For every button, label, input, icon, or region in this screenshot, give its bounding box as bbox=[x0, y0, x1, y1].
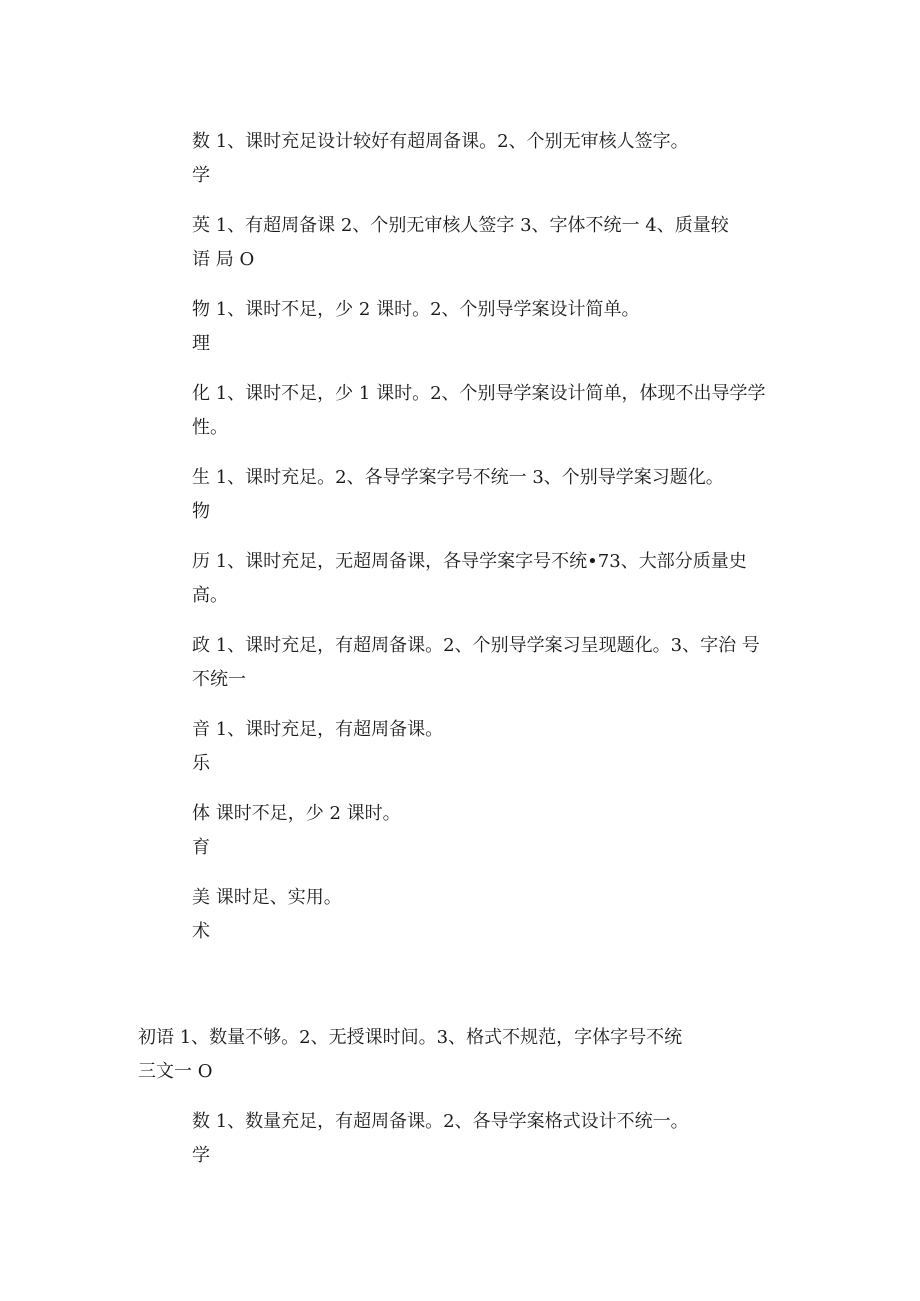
junior-math-review-line-2: 学 bbox=[192, 1145, 210, 1166]
biology-review-line-2: 物 bbox=[192, 501, 210, 522]
politics-review-line-1: 政 1、课时充足，有超周备课。2、个别导学案习呈现题化。3、字治 号 bbox=[192, 635, 760, 656]
history-review-line-2: 高。 bbox=[192, 585, 228, 606]
math-review-line-1: 数 1、课时充足设计较好有超周备课。2、个别无审核人签字。 bbox=[192, 131, 689, 152]
pe-review-line-2: 育 bbox=[192, 837, 210, 858]
junior-chinese-review-line-2: 三文一 O bbox=[138, 1061, 213, 1082]
physics-review-line-1: 物 1、课时不足，少 2 课时。2、个别导学案设计简单。 bbox=[192, 299, 640, 320]
junior-chinese-review-line-1: 初语 1、数量不够。2、无授课时间。3、格式不规范，字体字号不统 bbox=[138, 1027, 683, 1048]
history-review-line-1: 历 1、课时充足，无超周备课，各导学案字号不统•73、大部分质量史 bbox=[192, 551, 747, 572]
english-review-line-1: 英 1、有超周备课 2、个别无审核人签字 3、字体不统一 4、质量较 bbox=[192, 215, 729, 236]
art-review-line-2: 术 bbox=[192, 921, 210, 942]
art-review-line-1: 美 课时足、实用。 bbox=[192, 887, 342, 908]
politics-review-line-2: 不统一 bbox=[192, 669, 246, 690]
english-review-line-2: 语 局 O bbox=[192, 249, 255, 270]
physics-review-line-2: 理 bbox=[192, 333, 210, 354]
chemistry-review-line-2: 性。 bbox=[192, 417, 228, 438]
junior-math-review-line-1: 数 1、数量充足，有超周备课。2、各导学案格式设计不统一。 bbox=[192, 1111, 689, 1132]
music-review-line-1: 音 1、课时充足，有超周备课。 bbox=[192, 719, 444, 740]
chemistry-review-line-1: 化 1、课时不足，少 1 课时。2、个别导学案设计简单，体现不出导学学 bbox=[192, 383, 766, 404]
music-review-line-2: 乐 bbox=[192, 753, 210, 774]
math-review-line-2: 学 bbox=[192, 165, 210, 186]
pe-review-line-1: 体 课时不足，少 2 课时。 bbox=[192, 803, 401, 824]
biology-review-line-1: 生 1、课时充足。2、各导学案字号不统一 3、个别导学案习题化。 bbox=[192, 467, 724, 488]
